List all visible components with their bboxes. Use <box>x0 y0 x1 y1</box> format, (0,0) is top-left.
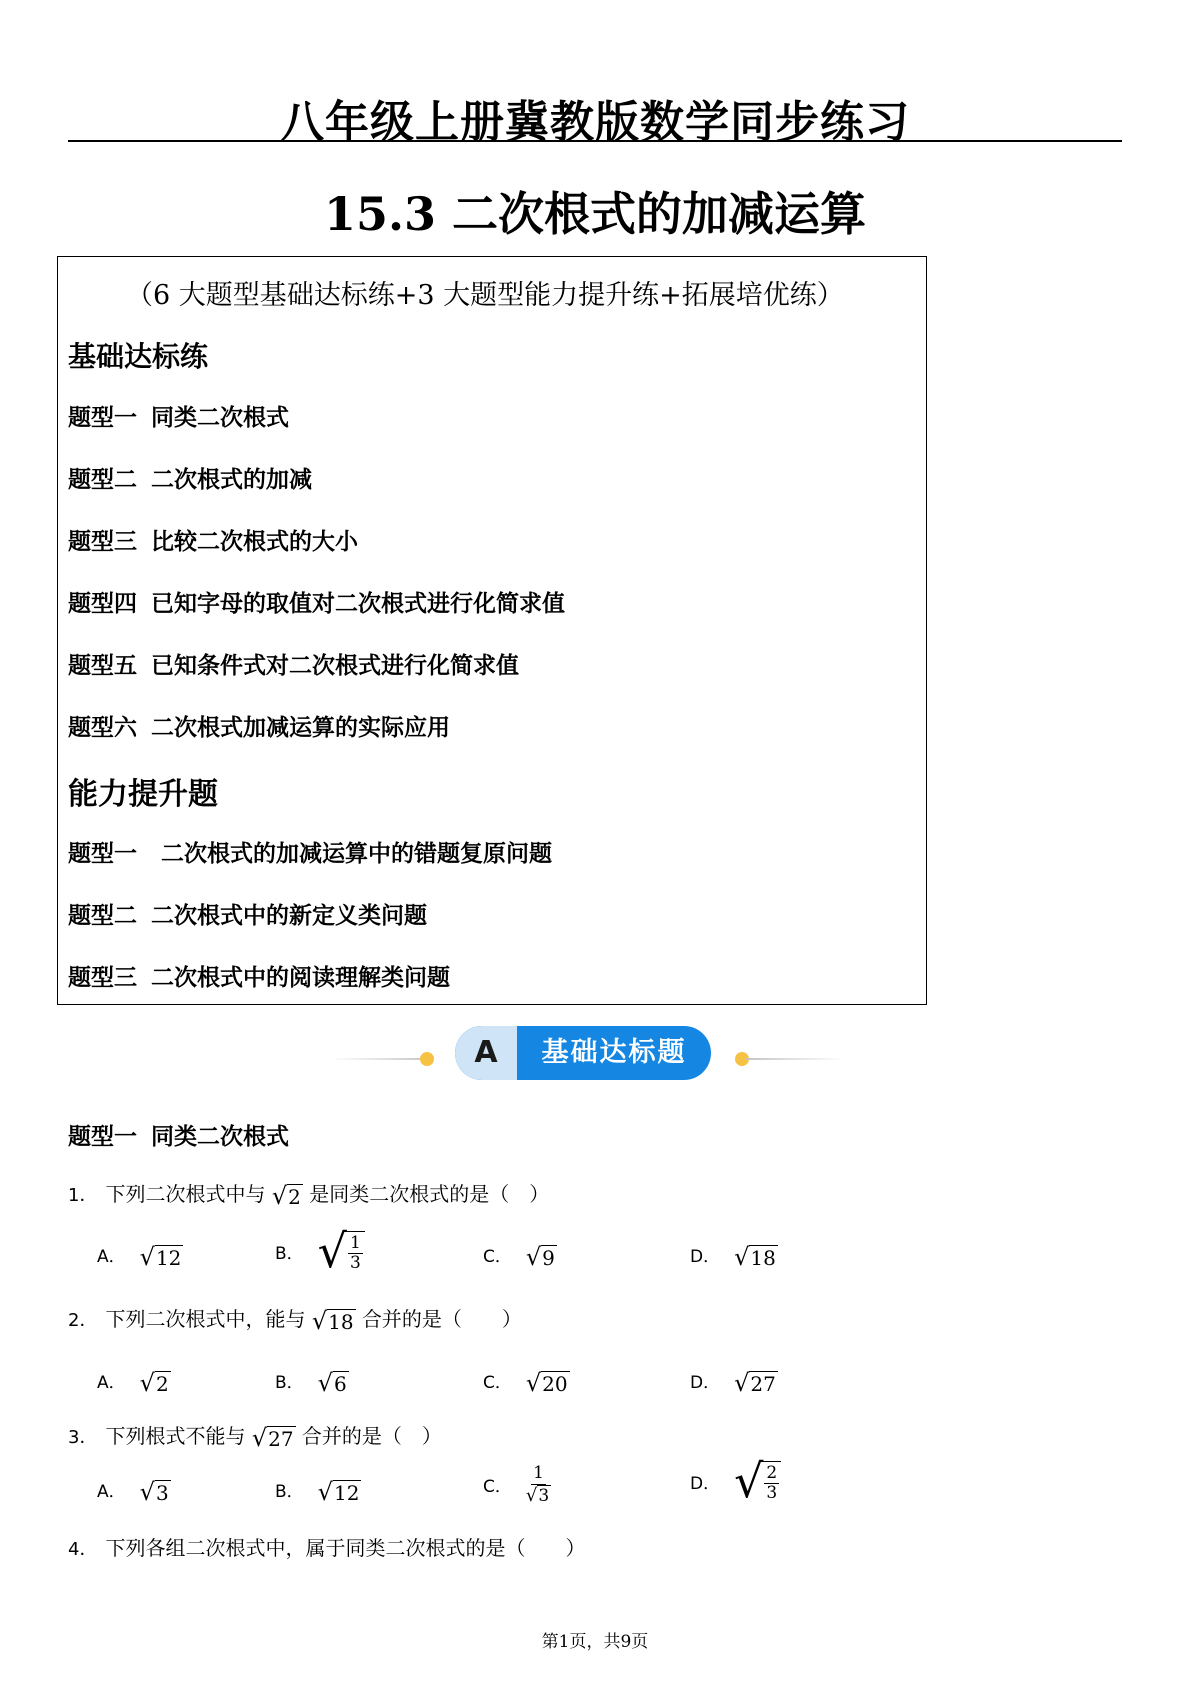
option-d[interactable]: D． √ 27 <box>690 1368 776 1397</box>
toc-item-text: 已知条件式对二次根式进行化简求值 <box>151 653 519 679</box>
option-c[interactable]: C． √ 9 <box>483 1242 555 1271</box>
fraction: 1 √ 3 <box>525 1463 550 1507</box>
question-text: 合并的是（ ） <box>361 1307 522 1331</box>
option-b[interactable]: B． √ 12 <box>275 1477 360 1506</box>
radical: √ 18 <box>734 1242 776 1271</box>
toc-basic-item <box>68 709 450 742</box>
toc-item-text: 二次根式中的新定义类问题 <box>151 903 427 929</box>
question-text: 合并的是（ ） <box>301 1424 442 1448</box>
banner-left-dot <box>420 1052 434 1066</box>
banner-text: 基础达标题 <box>541 1037 687 1068</box>
section-text: 同类二次根式 <box>151 1124 289 1150</box>
banner-letter: A <box>455 1026 517 1080</box>
radical: √ 18 <box>311 1306 354 1335</box>
toc-item-label: 题型一 <box>68 405 137 431</box>
question-number: 2． <box>68 1310 98 1331</box>
toc-item-label: 题型二 <box>68 467 137 493</box>
question-text: 下列二次根式中与 <box>105 1182 266 1206</box>
option-d[interactable]: D． √ $\frac{2}{3}$ <box>690 1458 781 1504</box>
toc-item-label: 题型三 <box>68 529 137 555</box>
toc-advanced-item <box>68 959 450 992</box>
lesson-title: 15.3 二次根式的加减运算 <box>323 187 867 241</box>
toc-item-text: 二次根式中的阅读理解类问题 <box>151 965 450 991</box>
toc-item-label: 题型六 <box>68 715 137 741</box>
radical: √ 9 <box>525 1242 555 1271</box>
question-text: 是同类二次根式的是（ ） <box>309 1182 550 1206</box>
toc-item-text: 同类二次根式 <box>151 405 289 431</box>
question-2 <box>68 1303 522 1333</box>
page-footer: 第1页，共9页 <box>541 1632 649 1652</box>
question-text: 下列根式不能与 <box>105 1424 246 1448</box>
section-banner <box>320 1022 850 1082</box>
question-3 <box>68 1420 442 1450</box>
option-a[interactable]: A． √ 3 <box>97 1477 169 1506</box>
radical: √ 12 <box>317 1477 360 1506</box>
radical: √ 27 <box>734 1368 776 1397</box>
toc-advanced-item <box>68 835 552 868</box>
toc-basic-item <box>68 647 519 680</box>
title-underline <box>68 140 1122 142</box>
toc-basic-heading: 基础达标练 <box>68 340 209 373</box>
section-heading <box>68 1118 289 1151</box>
toc-item-text: 二次根式加减运算的实际应用 <box>151 715 450 741</box>
radical: √ 20 <box>525 1368 568 1397</box>
option-d[interactable]: D． √ 18 <box>690 1242 776 1271</box>
radical: √ $\frac{2}{3}$ <box>734 1458 781 1504</box>
toc-item-text: 比较二次根式的大小 <box>151 529 358 555</box>
toc-item-label: 题型二 <box>68 903 137 929</box>
table-of-contents <box>57 256 927 1005</box>
radical: √ 2 <box>139 1368 169 1397</box>
toc-item-text: 二次根式的加减运算中的错题复原问题 <box>161 841 552 867</box>
toc-advanced-item <box>68 897 427 930</box>
option-c[interactable]: C． 1 √ 3 <box>483 1463 550 1507</box>
radical: √ 12 <box>139 1242 182 1271</box>
question-text: 下列二次根式中，能与 <box>105 1307 306 1331</box>
toc-subtitle: （6 大题型基础达标练+3 大题型能力提升练+拓展培优练） <box>126 280 844 311</box>
question-4 <box>68 1532 585 1561</box>
option-b[interactable]: B． √ $\frac{1}{3}$ <box>275 1228 365 1274</box>
banner-right-line <box>745 1058 845 1060</box>
question-number: 1． <box>68 1185 98 1206</box>
option-a[interactable]: A． √ 12 <box>97 1242 182 1271</box>
toc-basic-item <box>68 585 565 618</box>
radical: √ 27 <box>251 1423 294 1452</box>
question-1 <box>68 1178 549 1208</box>
toc-item-label: 题型五 <box>68 653 137 679</box>
toc-item-label: 题型三 <box>68 965 137 991</box>
question-number: 3． <box>68 1427 98 1448</box>
section-label: 题型一 <box>68 1124 137 1150</box>
toc-item-text: 已知字母的取值对二次根式进行化简求值 <box>151 591 565 617</box>
toc-basic-item <box>68 523 358 556</box>
question-text: 下列各组二次根式中，属于同类二次根式的是（ ） <box>105 1536 586 1560</box>
banner-left-line <box>330 1058 432 1060</box>
option-c[interactable]: C． √ 20 <box>483 1368 568 1397</box>
toc-advanced-heading: 能力提升题 <box>68 777 218 812</box>
toc-item-label: 题型一 <box>68 841 137 867</box>
option-b[interactable]: B． √ 6 <box>275 1368 347 1397</box>
question-number: 4． <box>68 1539 98 1560</box>
toc-item-label: 题型四 <box>68 591 137 617</box>
toc-basic-item <box>68 399 289 432</box>
toc-item-text: 二次根式的加减 <box>151 467 312 493</box>
banner-pill <box>455 1026 711 1080</box>
toc-basic-item <box>68 461 312 494</box>
radical: √ $\frac{1}{3}$ <box>318 1228 365 1274</box>
radical: √ 3 <box>139 1477 169 1506</box>
document-title: 八年级上册冀教版数学同步练习 <box>280 97 910 148</box>
radical: √ 6 <box>317 1368 347 1397</box>
radical: √ 2 <box>271 1181 301 1210</box>
option-a[interactable]: A． √ 2 <box>97 1368 169 1397</box>
